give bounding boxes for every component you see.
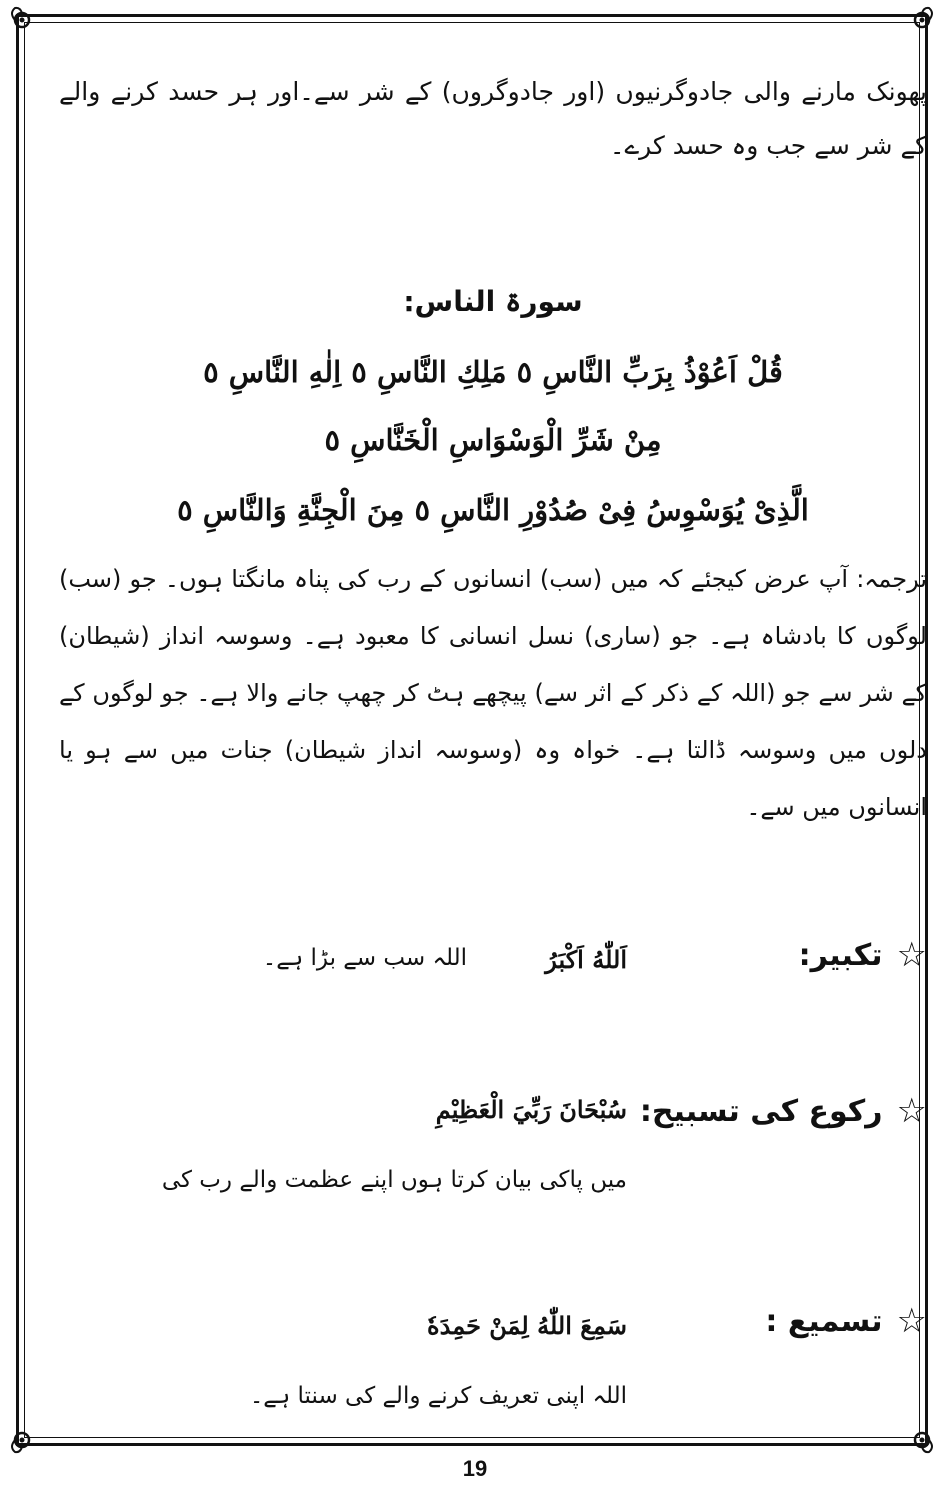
ruku-meaning: میں پاکی بیان کرتا ہوں اپنے عظمت والے رب کی [161, 1167, 627, 1193]
translation-paragraph: ترجمہ: آپ عرض کیجئے کہ میں (سب) انسانوں کے رب کی پناہ مانگتا ہوں۔ جو (سب) لوگوں کا بادشاہ ہے۔ جو (ساری) نسل انسانی کا معبود ہے۔ وسوسہ انداز (شیطان) کے شر سے جو (اللہ کے ذکر کے اثر سے) پیچھے ہٹ کر چھپ جانے والا ہے۔ جو لوگوں کے دلوں میں وسوسہ ڈالتا ہے۔ خواہ وہ (وسوسہ انداز شیطان) جنات میں سے ہو یا انسانوں میں سے۔ [59, 565, 927, 821]
page-number: 19 [462, 1456, 488, 1481]
takbir-meaning: اللہ سب سے بڑا ہے۔ [262, 945, 467, 971]
tasmee-label: تسمیع : [765, 1303, 883, 1339]
takbir-heading [799, 935, 927, 975]
ayah-line: مِنْ شَرِّ الْوَسْوَاسِ الْخَنَّاسِ ٥ [324, 423, 662, 457]
takbir-label: تکبیر: [798, 937, 883, 973]
surah-title: سورۃ الناس: [403, 285, 583, 318]
corner-ornament-icon [5, 3, 39, 37]
star-outline-icon: ☆ [896, 935, 927, 975]
takbir-arabic: اَللّٰهُ اَكْبَرُ [545, 945, 627, 974]
ruku-heading [640, 1091, 927, 1131]
page-content [59, 65, 927, 1409]
corner-ornament-icon [905, 3, 939, 37]
tasmee-heading [765, 1301, 927, 1341]
corner-ornament-icon [5, 1423, 39, 1457]
ruku-label: رکوع کی تسبیح: [639, 1093, 883, 1129]
ruku-arabic: سُبْحَانَ رَبِّيَ الْعَظِيْمِ [435, 1095, 627, 1124]
star-outline-icon: ☆ [896, 1301, 927, 1341]
ayah-line: الَّذِیْ یُوَسْوِسُ فِیْ صُدُوْرِ النَّاسِ ٥ مِنَ الْجِنَّةِ وَالنَّاسِ ٥ [177, 493, 809, 527]
star-outline-icon: ☆ [896, 1091, 927, 1131]
intro-paragraph: پھونک مارنے والی جادوگرنیوں (اور جادوگروں) کے شر سے۔اور ہر حسد کرنے والے کے شر سے جب وہ حسد کرے۔ [59, 77, 927, 160]
tasmee-arabic: سَمِعَ اللّٰهُ لِمَنْ حَمِدَهٗ [427, 1311, 627, 1340]
ayah-line: قُلْ اَعُوْذُ بِرَبِّ النَّاسِ ٥ مَلِكِ النَّاسِ ٥ اِلٰهِ النَّاسِ ٥ [203, 355, 783, 389]
tasmee-meaning: اللہ اپنی تعریف کرنے والے کی سنتا ہے۔ [249, 1383, 627, 1409]
page-border [16, 14, 928, 1446]
corner-ornament-icon [905, 1423, 939, 1457]
